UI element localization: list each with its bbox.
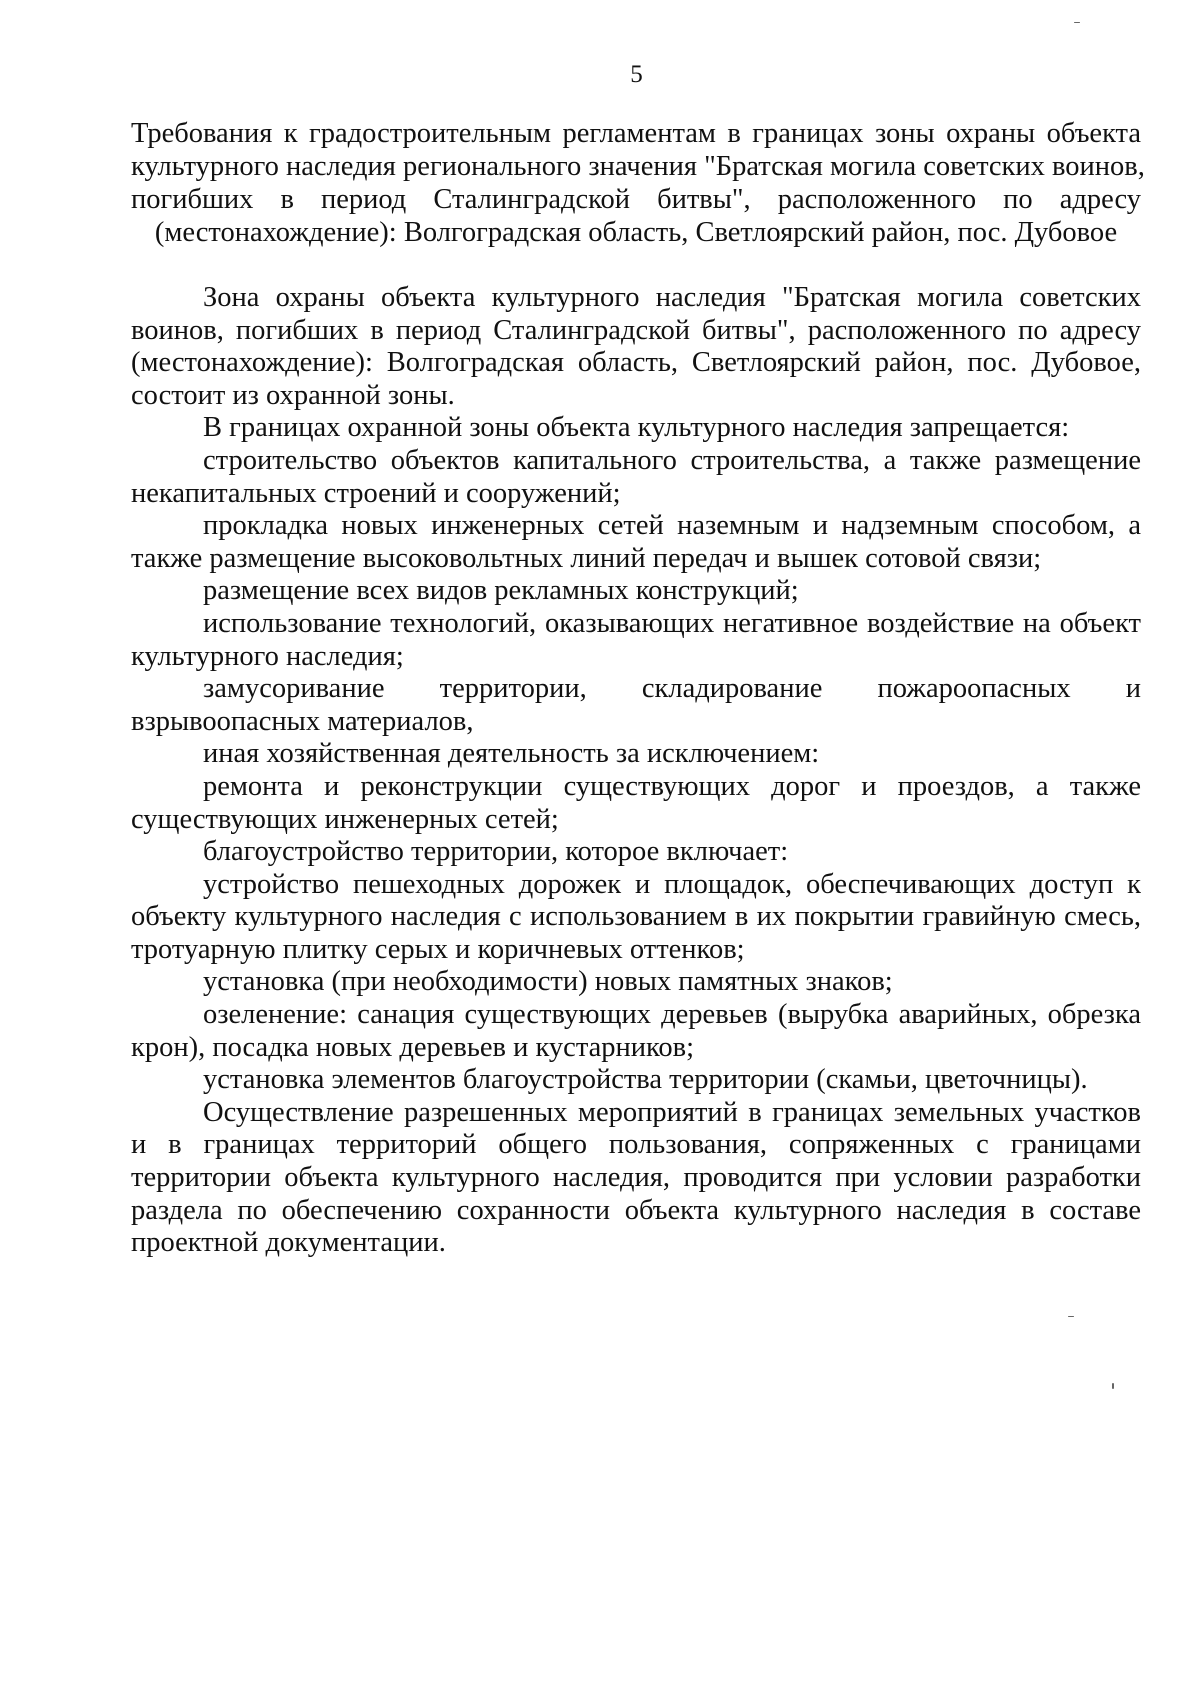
scan-speck xyxy=(1112,1383,1114,1389)
paragraph: озеленение: санация существующих деревьев (вырубка аварийных, обрезка крон), посадка новых деревьев и кустарников; xyxy=(131,999,1141,1063)
paragraph: Зона охраны объекта культурного наследия "Братская могила советских воинов, погибших в период Сталинградской битвы", расположенного по адресу (местонахождение): Волгоградская область, Светлоярский район, пос. Дубовое, состоит из охранной зоны. xyxy=(131,282,1141,411)
paragraph: благоустройство территории, которое включает: xyxy=(203,836,789,868)
paragraph: замусоривание территории, складирование пожароопасных и взрывоопасных материалов, xyxy=(131,673,1141,737)
paragraph: размещение всех видов рекламных конструкций; xyxy=(203,575,799,607)
heading-line: культурного наследия регионального значения "Братская могила советских воинов, xyxy=(131,151,1145,182)
paragraph: ремонта и реконструкции существующих дорог и проездов, а также существующих инженерных сетей; xyxy=(131,770,1141,835)
scan-speck xyxy=(1068,1316,1074,1317)
paragraph: устройство пешеходных дорожек и площадок, обеспечивающих доступ к объекту культурного наследия с использованием в их покрытии гравийную смесь, тротуарную плитку серых и коричневых оттенков; xyxy=(131,868,1141,965)
scan-speck xyxy=(1074,22,1080,23)
paragraph: использование технологий, оказывающих негативное воздействие на объект культурного наследия; xyxy=(131,607,1141,672)
heading-line: погибших в период Сталинградской битвы", расположенного по адресу xyxy=(131,184,1141,215)
paragraph: В границах охранной зоны объекта культурного наследия запрещается: xyxy=(203,412,1070,444)
document-heading xyxy=(131,117,1145,249)
paragraph: установка элементов благоустройства территории (скамьи, цветочницы). xyxy=(203,1064,1088,1096)
heading-line: Требования к градостроительным регламентам в границах зоны охраны объекта xyxy=(131,118,1141,149)
paragraph: прокладка новых инженерных сетей наземным и надземным способом, а также размещение высоковольтных линий передач и вышек сотовой связи; xyxy=(131,510,1141,574)
paragraph: Осуществление разрешенных мероприятий в границах земельных участков и в границах территорий общего пользования, сопряженных с границами территории объекта культурного наследия, проводится при условии разработки раздела по обеспечению сохранности объекта культурного наследия в составе проектной документации. xyxy=(131,1096,1141,1259)
paragraph: иная хозяйственная деятельность за исключением: xyxy=(203,738,820,770)
heading-line: (местонахождение): Волгоградская область, Светлоярский район, пос. Дубовое xyxy=(154,217,1118,248)
document-body xyxy=(131,282,1141,1260)
page-number: 5 xyxy=(630,61,643,88)
paragraph: установка (при необходимости) новых памятных знаков; xyxy=(203,966,893,998)
paragraph: строительство объектов капитального строительства, а также размещение некапитальных строений и сооружений; xyxy=(131,444,1141,509)
